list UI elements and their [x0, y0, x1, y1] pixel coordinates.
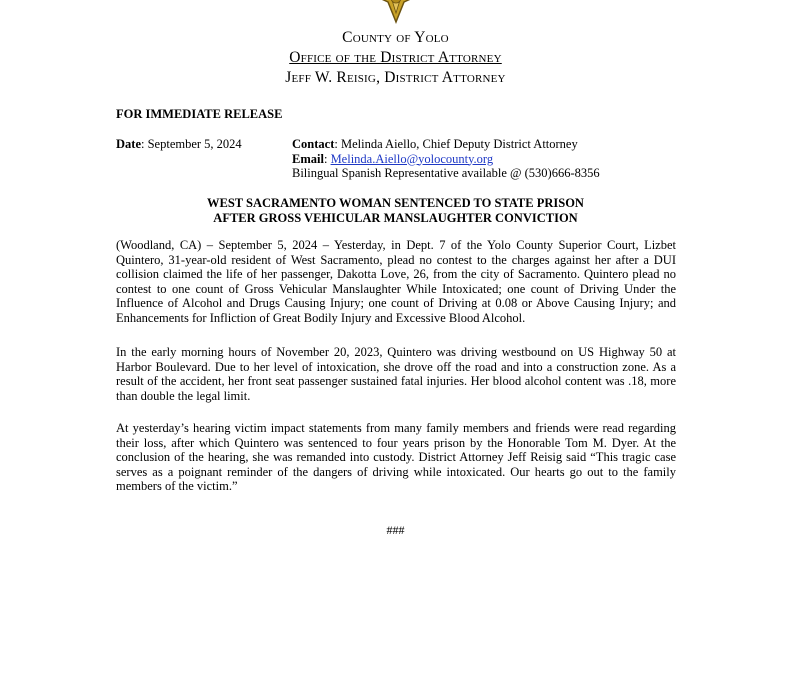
date-value: : September 5, 2024: [141, 137, 242, 151]
paragraph-2: In the early morning hours of November 20, 2023, Quintero was driving westbound on US Highway 50 at Harbor Boulevard. Due to her level of intoxication, she drove off the road and into a construction zone. As a result of the accident, her front seat passenger sustained fatal injuries. Her blood alcohol content was .18, more than double the legal limit.: [116, 345, 676, 403]
paragraph-3: At yesterday’s hearing victim impact statements from many family members and friends were read regarding their loss, after which Quintero was sentenced to four years prison by the Honorable Tom M. Dyer. At the conclusion of the hearing, she was remanded into custody. District Attorney Jeff Reisig said “This tragic case serves as a poignant reminder of the dangers of driving while intoxicated. Our hearts go out to the family members of the victim.”: [116, 421, 676, 494]
letterhead: [0, 28, 791, 88]
release-date: [116, 137, 242, 152]
release-label: FOR IMMEDIATE RELEASE: [116, 107, 283, 121]
date-label: Date: [116, 137, 141, 151]
paragraph-1: (Woodland, CA) – September 5, 2024 – Yesterday, in Dept. 7 of the Yolo County Superior Court, Lizbet Quintero, 31-year-old resident of West Sacramento, plead no contest to the charges against her after a DUI collision claimed the life of her passenger, Dakotta Love, 26, from the city of Sacramento. Quintero plead no contest to one count of Gross Vehicular Manslaughter While Intoxicated; one count of Driving Under the Influence of Alcohol and Drugs Causing Injury; one count of Driving at 0.08 or Above Causing Injury; and Enhancements for Infliction of Great Bodily Injury and Excessive Blood Alcohol.: [116, 238, 676, 325]
headline-line-2: AFTER GROSS VEHICULAR MANSLAUGHTER CONVICTION: [213, 210, 578, 225]
email-line: [292, 152, 600, 167]
email-link[interactable]: Melinda.Aiello@yolocounty.org: [330, 151, 494, 166]
contact-block: [292, 137, 600, 181]
contact-value: : Melinda Aiello, Chief Deputy District Attorney: [334, 137, 578, 151]
headline-line-1: WEST SACRAMENTO WOMAN SENTENCED TO STATE PRISON: [207, 196, 584, 210]
email-label: Email: [292, 151, 324, 166]
end-mark: ###: [386, 523, 405, 537]
contact-line: [292, 137, 600, 152]
county-name: County of Yolo: [342, 29, 449, 46]
contact-label: Contact: [292, 137, 335, 151]
district-attorney-name: Jeff W. Reisig, District Attorney: [285, 69, 506, 86]
office-name: Office of the District Attorney: [289, 49, 502, 66]
sheriff-star-badge-icon: [356, 0, 436, 26]
bilingual-line: Bilingual Spanish Representative available @ (530)666-8356: [292, 166, 600, 180]
email-separator: :: [323, 151, 331, 166]
headline: [116, 196, 675, 225]
